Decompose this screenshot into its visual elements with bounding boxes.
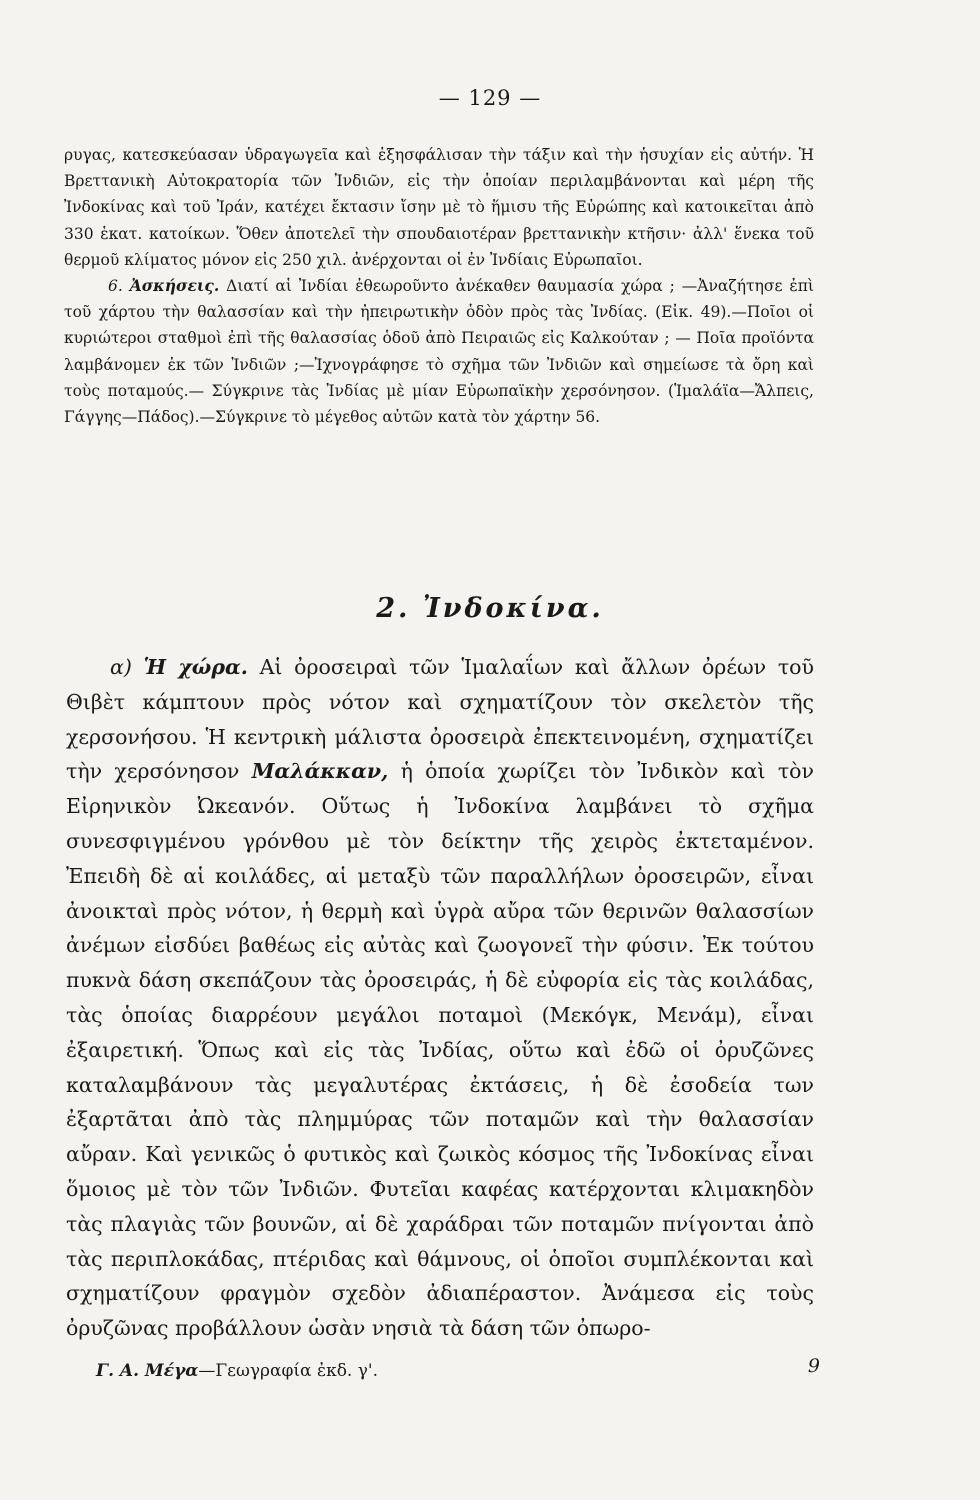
subsection-emphasis: Μαλάκκαν, (251, 759, 389, 784)
exercises-label: Ἀσκήσεις. (129, 276, 220, 296)
exercises-paragraph (64, 273, 814, 430)
subsection-text-2: ἡ ὁποία χωρίζει τὸν Ἰνδικὸν καὶ τὸν Εἰρηνικὸν Ὠκεανόν. Οὕτως ἡ Ἰνδοκίνα λαμβάνει τὸ σχῆμα συνεσφιγμένου γρόνθου μὲ τὸν δείκτην τῆς χειρὸς ἐκτεταμένον. Ἐπειδὴ δὲ αἱ κοιλάδες, αἱ μεταξὺ τῶν παραλλήλων ὀροσειρῶν, εἶναι ἀνοικταὶ πρὸς νότον, ἡ θερμὴ καὶ ὑγρὰ αὔρα τῶν θερινῶν θαλασσίων ἀνέμων εἰσδύει βαθέως εἰς αὐτὰς καὶ ζωογονεῖ τὴν φύσιν. Ἐκ τούτου πυκνὰ δάση σκεπάζουν τὰς ὀροσειράς, ἡ δὲ εὐφορία εἰς τὰς κοιλάδας, τὰς ὁποίας διαρρέουν μεγάλοι ποταμοὶ (Μεκόγκ, Μενάμ), εἶναι ἐξαιρετική. Ὅπως καὶ εἰς τὰς Ἰνδίας, οὕτω καὶ ἐδῶ οἱ ὀρυζῶνες καταλαμβάνουν τὰς μεγαλυτέρας ἐκτάσεις, ἡ δὲ ἐσοδεία των ἐξαρτᾶται ἀπὸ τὰς πλημμύρας τῶν ποταμῶν καὶ τὴν θαλασσίαν αὔραν. Καὶ γενικῶς ὁ φυτικὸς καὶ ζωικὸς κόσμος τῆς Ἰνδοκίνας εἶναι ὅμοιος μὲ τὸν τῶν Ἰνδιῶν. Φυτεῖαι καφέας κατέρχονται κλιμακηδὸν τὰς πλαγιὰς τῶν βουνῶν, αἱ δὲ χαράδραι τῶν ποταμῶν πνίγονται ἀπὸ τὰς περιπλοκάδας, πτέριδας καὶ θάμνους, οἱ ὁποῖοι συμπλέκονται καὶ σχηματίζουν φραγμὸν σχεδὸν ἀδιαπέραστον. Ἀνάμεσα εἰς τοὺς ὀρυζῶνας προβάλλουν ὡσὰν νησιὰ τὰ δάση τῶν ὀπωρο- (66, 759, 814, 1341)
page-number: — 129 — (438, 86, 542, 110)
upper-text-block (64, 142, 814, 430)
subsection-paragraph (66, 650, 814, 1346)
subsection-title: Ἡ χώρα. (143, 655, 248, 679)
page-footer (96, 1355, 820, 1381)
footer-author: Γ. Α. Μέγα (96, 1361, 199, 1381)
exercises-text: Διατί αἱ Ἰνδίαι ἐθεωροῦντο ἀνέκαθεν θαυμασία χώρα ; —Ἀναζήτησε ἐπὶ τοῦ χάρτου τὴν θαλασσίαν καὶ τὴν ἠπειρωτικὴν ὁδὸν πρὸς τὰς Ἰνδίας. (Εἰκ. 49).—Ποῖοι οἱ κυριώτεροι σταθμοὶ ἐπὶ τῆς θαλασσίας ὁδοῦ ἀπὸ Πειραιῶς εἰς Καλκούταν ; — Ποῖα προϊόντα λαμβάνομεν ἐκ τῶν Ἰνδιῶν ;—Ἰχνογράφησε τὸ σχῆμα τῶν Ἰνδιῶν καὶ σημείωσε τὰ ὄρη καὶ τοὺς ποταμούς.— Σύγκρινε τὰς Ἰνδίας μὲ μίαν Εὐρωπαϊκὴν χερσόνησον. (Ἱμαλάϊα—Ἄλπεις, Γάγγης—Πάδος).—Σύγκρινε τὸ μέγεθος αὐτῶν κατὰ τὸν χάρτην 56. (64, 277, 814, 427)
footer-title: —Γεωγραφία ἐκδ. γ'. (198, 1361, 378, 1381)
section-heading: 2. Ἰνδοκίνα. (376, 593, 604, 624)
main-text-block (66, 650, 814, 1346)
continuation-paragraph: ρυγας, κατεσκεύασαν ὑδραγωγεῖα καὶ ἐξησφάλισαν τὴν τάξιν καὶ τὴν ἡσυχίαν εἰς αὐτήν. Ἡ Βρεττανικὴ Αὐτοκρατορία τῶν Ἰνδιῶν, εἰς τὴν ὁποίαν περιλαμβάνονται καὶ μέρη τῆς Ἰνδοκίνας καὶ τοῦ Ἰράν, κατέχει ἔκτασιν ἴσην μὲ τὸ ἥμισυ τῆς Εὐρώπης καὶ κατοικεῖται ἀπὸ 330 ἑκατ. κατοίκων. Ὅθεν ἀποτελεῖ τὴν σπουδαιοτέραν βρεττανικὴν κτῆσιν· ἀλλ' ἕνεκα τοῦ θερμοῦ κλίματος μόνον εἰς 250 χιλ. ἀνέρχονται οἱ ἐν Ἰνδίαις Εὐρωπαῖοι. (64, 146, 814, 269)
subsection-text-1: Αἱ ὀροσειραὶ τῶν Ἱμαλαΐων καὶ ἄλλων ὀρέων τοῦ Θιβὲτ κάμπτουν πρὸς νότον καὶ σχηματίζουν τὸν σκελετὸν τῆς χερσονήσου. Ἡ κεντρικὴ μάλιστα ὀροσειρὰ ἐπεκτεινομένη, σχηματίζει τὴν χερσόνησον (66, 655, 814, 784)
exercises-number: 6. (108, 277, 123, 296)
subsection-marker: α) (110, 655, 132, 679)
footer-signature: 9 (807, 1355, 820, 1377)
